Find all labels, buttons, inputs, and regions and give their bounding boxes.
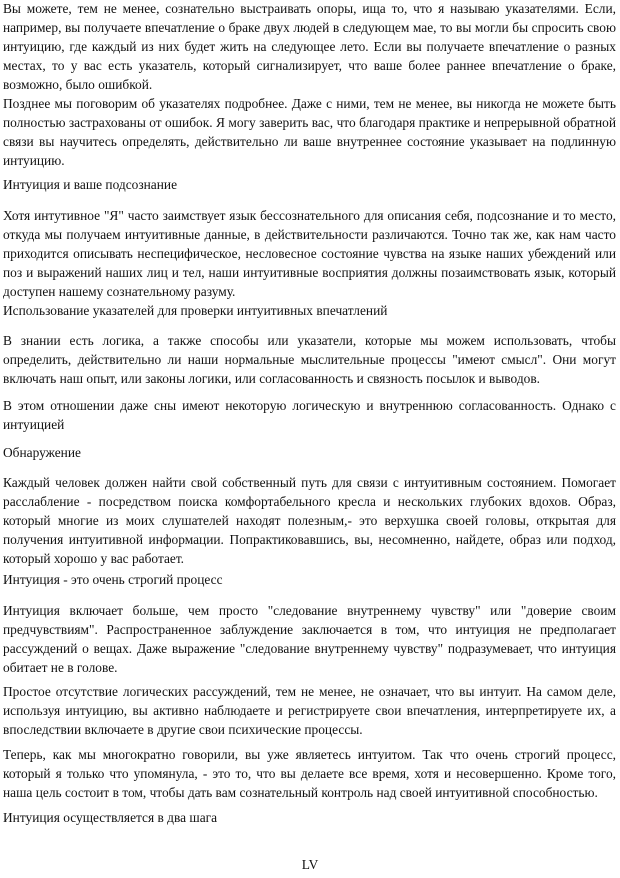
paragraph-7: Интуиция включает больше, чем просто "следование внутреннему чувству" или "доверие своим предчувствиям". Распространенное заблуждение заключается в том, что интуиция не предполагает рассуждений о вещах. Даже выражение "следование внутреннему чувству" подразумевает, что интуиция обитает не в голове. <box>3 603 616 675</box>
page-number: LV <box>301 857 319 872</box>
paragraph-9: Теперь, как мы многократно говорили, вы уже являетесь интуитом. Так что очень строгий процесс, который я только что упомянула, - это то, что вы делаете все время, хотя и несовершенно. Кроме того, наша цель состоит в том, чтобы дать вам сознательный контроль над своей интуитивной способностью. <box>3 747 616 800</box>
paragraph-2: Позднее мы поговорим об указателях подробнее. Даже с ними, тем не менее, вы никогда не можете быть полностью застрахованы от ошибок. Я могу заверить вас, что благодаря практике и непрерывной обратной связи вы научитесь определять, действительно ли ваше внутреннее состояние указывает на подлинную интуицию. <box>3 96 616 168</box>
heading-intuition-subconscious: Интуиция и ваше подсознание <box>3 177 178 192</box>
heading-using-pointers: Использование указателей для проверки интуитивных впечатлений <box>3 303 388 318</box>
paragraph-6: Каждый человек должен найти свой собственный путь для связи с интуитивным состоянием. Помогает расслабление - посредством поиска комфортабельного кресла и нескольких глубоких вдохов. Образ, который многие из моих слушателей находят полезным,- это верхушка своей головы, открытая для получения интуитивной информации. Попрактиковавшись, вы, несомненно, найдете, образ или подход, который хорошо у вас работает. <box>3 475 616 566</box>
heading-two-steps: Интуиция осуществляется в два шага <box>3 810 218 825</box>
paragraph-5: В этом отношении даже сны имеют некоторую логическую и внутреннюю согласованность. Однако с интуицией <box>3 398 616 432</box>
paragraph-8: Простое отсутствие логических рассуждений, тем не менее, не означает, что вы интуит. На самом деле, используя интуицию, вы активно наблюдаете и регистрируете свои впечатления, интерпретируете их, а впоследствии включаете в другие свои психические процессы. <box>3 684 616 737</box>
heading-strict-process: Интуиция - это очень строгий процесс <box>3 572 223 587</box>
paragraph-3: Хотя интутивное "Я" часто заимствует язык бессознательного для описания себя, подсознание и то место, откуда мы получаем интуитивные данные, в действительности различаются. Точно так же, как нам часто приходится описывать неспецифическое, несловесное состояние чувства на языке наших убеждений или поз и выражений наших лиц и тел, наши интуитивные восприятия должны позаимствовать язык, который доступен нашему сознательному разуму. <box>3 208 616 299</box>
paragraph-1: Вы можете, тем не менее, сознательно выстраивать опоры, ища то, что я называю указателями. Если, например, вы получаете впечатление о браке двух людей в следующем мае, то вы могли бы спросить свою интуицию, где каждый из них будет жить на следующее лето. Если вы получаете впечатление о разных местах, то у вас есть указатель, который сигнализирует, что ваше более раннее впечатление о браке, возможно, было ошибкой. <box>3 1 616 92</box>
heading-discovery: Обнаружение <box>3 445 81 460</box>
paragraph-4: В знании есть логика, а также способы или указатели, которые мы можем использовать, чтобы определить, действительно ли наши нормальные мыслительные процессы "имеют смысл". Они могут включать наш опыт, или законы логики, или согласованность и связность посылок и выводов. <box>3 333 616 386</box>
